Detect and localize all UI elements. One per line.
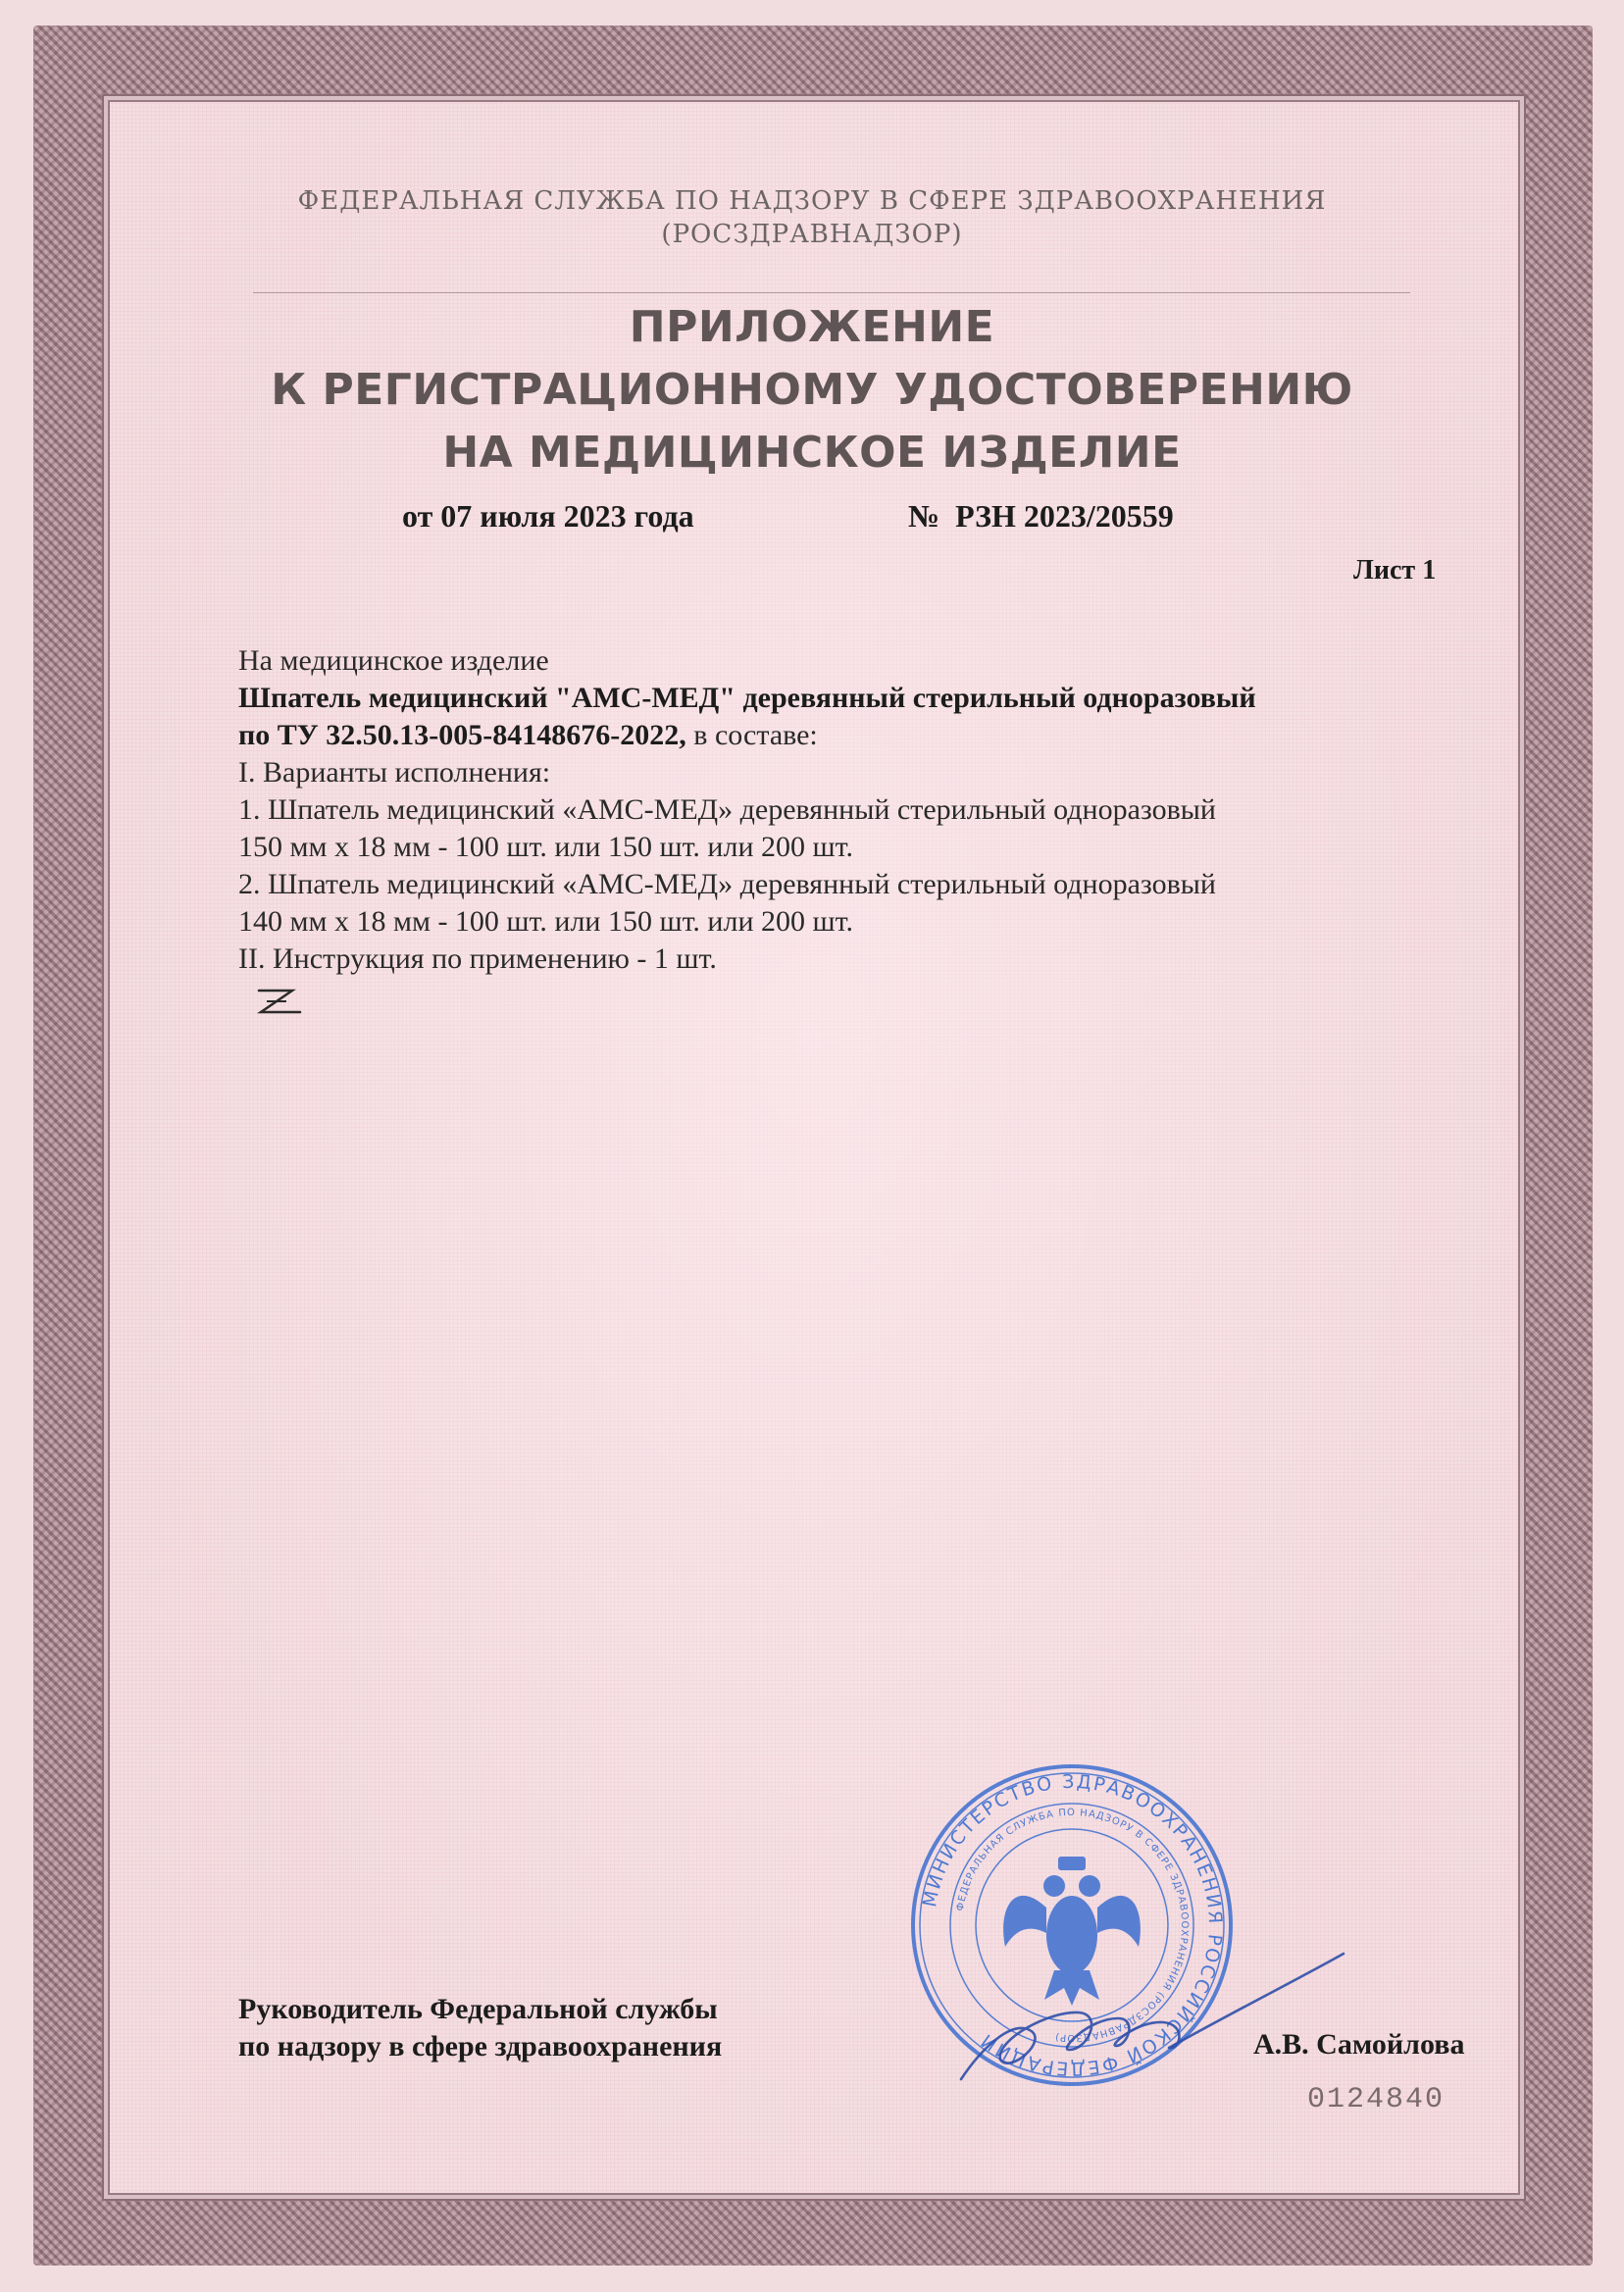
product-spec-line <box>238 717 1415 754</box>
list-item: I. Варианты исполнения: <box>238 756 551 789</box>
product-spec: по ТУ 32.50.13-005-84148676-2022, <box>238 719 686 751</box>
signer-name: А.В. Самойлова <box>1253 2028 1465 2061</box>
date-prefix: от <box>402 498 433 534</box>
signature <box>941 1903 1353 2099</box>
signatory-position <box>238 1991 722 2065</box>
position-line: Руководитель Федеральной службы <box>238 1993 718 2025</box>
header-divider <box>253 292 1410 293</box>
intro-line: На медицинское изделие <box>238 644 549 677</box>
number-value: РЗН 2023/20559 <box>955 498 1174 534</box>
product-name: Шпатель медицинский "АМС-МЕД" деревянный стерильный одноразовый <box>238 682 1256 714</box>
document-subtitle-line2: НА МЕДИЦИНСКОЕ ИЗДЕЛИЕ <box>442 428 1182 478</box>
document-title: ПРИЛОЖЕНИЕ <box>629 302 995 352</box>
agency-name: ФЕДЕРАЛЬНАЯ СЛУЖБА ПО НАДЗОРУ В СФЕРЕ ЗДРАВООХРАНЕНИЯ <box>297 186 1327 216</box>
position-line: по надзору в сфере здравоохранения <box>238 2030 723 2063</box>
list-item: 1. Шпатель медицинский «АМС-МЕД» деревянный стерильный одноразовый <box>238 793 1216 826</box>
issue-date <box>402 498 694 535</box>
serial-number: 0124840 <box>1307 2083 1446 2116</box>
registration-number <box>908 498 1174 535</box>
list-item: II. Инструкция по применению - 1 шт. <box>238 942 717 975</box>
list-item: 150 мм х 18 мм - 100 шт. или 150 шт. или 200 шт. <box>238 831 853 863</box>
list-item: 140 мм х 18 мм - 100 шт. или 150 шт. или 200 шт. <box>238 905 853 938</box>
sheet-value: 1 <box>1422 555 1437 586</box>
number-sign: № <box>908 498 940 534</box>
product-spec-suffix: в составе: <box>685 719 818 751</box>
seal-outer-text: МИНИСТЕРСТВО ЗДРАВООХРАНЕНИЯ РОССИЙСКОЙ ФЕДЕРАЦИИ <box>919 1770 1227 2080</box>
device-description <box>238 642 1415 978</box>
document-subtitle-line1: К РЕГИСТРАЦИОННОМУ УДОСТОВЕРЕНИЮ <box>271 365 1353 415</box>
sheet-number <box>1353 555 1436 586</box>
sheet-label: Лист <box>1353 555 1416 586</box>
list-item: 2. Шпатель медицинский «АМС-МЕД» деревянный стерильный одноразовый <box>238 868 1216 900</box>
seal-inner-text: ФЕДЕРАЛЬНАЯ СЛУЖБА ПО НАДЗОРУ В СФЕРЕ ЗДРАВООХРАНЕНИЯ (РОСЗДРАВНАДЗОР) <box>954 1807 1191 2044</box>
z-end-mark <box>253 985 304 1018</box>
date-value: 07 июля 2023 года <box>440 498 694 534</box>
agency-abbreviation: (РОСЗДРАВНАДЗОР) <box>661 220 963 249</box>
